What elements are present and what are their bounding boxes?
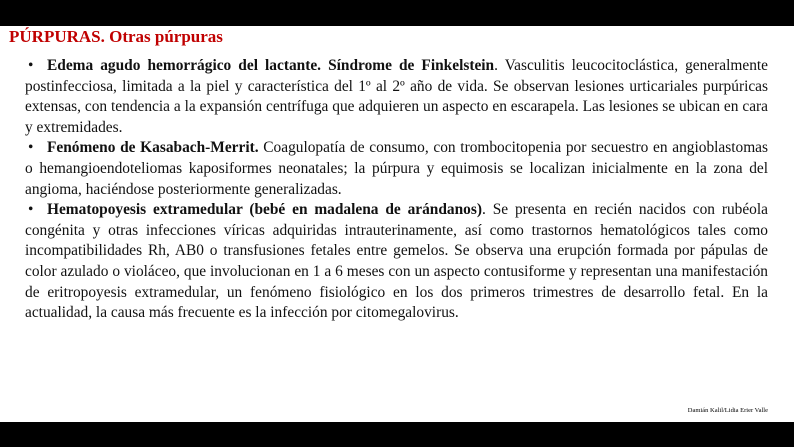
list-item-hematopoyesis	[25, 200, 768, 324]
slide-body	[25, 56, 768, 324]
text-edema: . Vasculitis leucocitoclástica, generalmente postinfecciosa, limitada a la piel y característica del 1º al 2º año de vida. Se observan lesiones urticariales purpúricas extensas, con tendencia a la expansión centrífuga que adquieren un aspecto en escarapela. Las lesiones se ubican en cara y extremidades.	[25, 57, 769, 136]
bullet-icon: •	[28, 57, 34, 74]
list-item-kasabach	[25, 138, 768, 200]
term-hematopoyesis: Hematopoyesis extramedular (bebé en madalena de arándanos)	[47, 201, 482, 219]
term-kasabach: Fenómeno de Kasabach-Merrit.	[47, 139, 259, 157]
bullet-icon: •	[28, 201, 34, 219]
term-edema: Edema agudo hemorrágico del lactante. Síndrome de Finkelstein	[47, 57, 495, 74]
footer-credit: Damián Kalil/Lidia Erier Valle	[687, 407, 768, 414]
bottom-bar	[0, 422, 794, 447]
text-kasabach: Coagulopatía de consumo, con trombocitopenia por secuestro en angioblastomas o hemangioendoteliomas kaposiformes neonatales; la púrpura y equimosis se localizan inicialmente en la zona del angioma, haciéndose posteriormente generalizadas.	[25, 139, 769, 198]
bullet-icon: •	[28, 139, 34, 157]
text-hematopoyesis: . Se presenta en recién nacidos con rubéola congénita y otras infecciones víricas adquiridas intrauterinamente, así como trastornos hematológicos tales como incompatibilidades Rh, AB0 o transfusiones fetales entre gemelos. Se observa una erupción formada por pápulas de color azulado o violáceo, que involucionan en 1 a 6 meses con un aspecto contusiforme y representan una manifestación de eritropoyesis extramedular, un fenómeno fisiológico en los dos primeros trimestres de desarrollo fetal. En la actualidad, la causa más frecuente es la infección por citomegalovirus.	[25, 201, 768, 322]
list-item-edema	[25, 56, 768, 138]
slide-title: PÚRPURAS. Otras púrpuras	[9, 27, 223, 46]
slide	[0, 26, 794, 422]
